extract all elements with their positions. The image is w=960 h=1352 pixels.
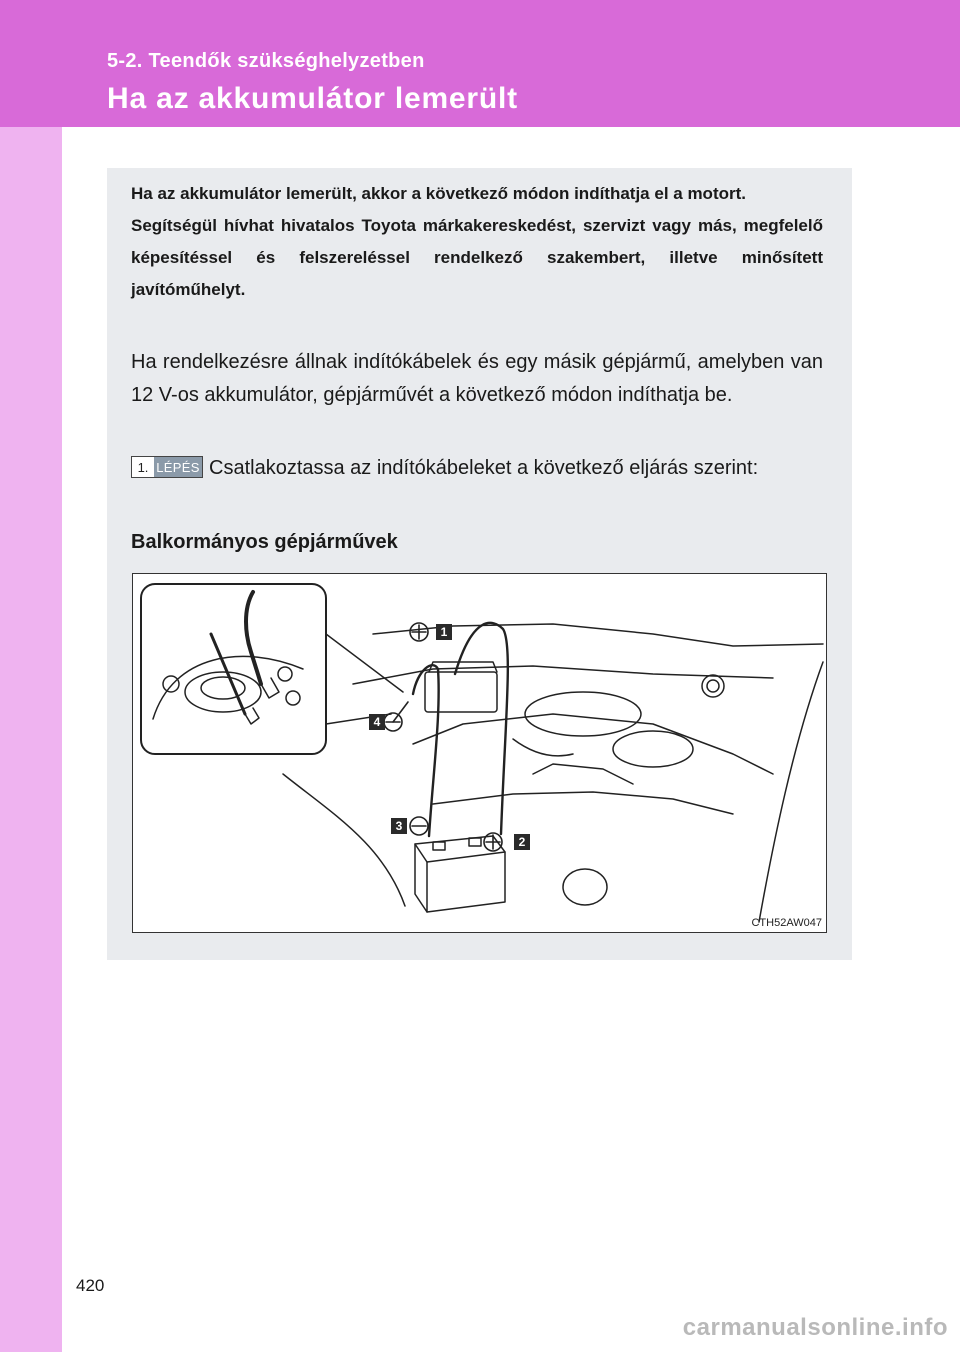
page-header — [0, 0, 960, 127]
booster-battery — [415, 836, 505, 912]
intro-line-1: Ha az akkumulátor lemerült, akkor a következő módon indíthatja el a motort. — [131, 184, 746, 203]
inset-detail — [141, 584, 403, 754]
step-1 — [131, 452, 823, 485]
callout-1: 1 — [440, 625, 448, 639]
jumper-cables — [413, 623, 508, 836]
side-band — [0, 0, 62, 1352]
body-paragraph: Ha rendelkezésre állnak indítókábelek és egy másik gépjármű, amelyben van 12 V-os akkumulátor, gépjárművét a következő módon indíthatja be. — [131, 351, 823, 406]
section-label: 5-2. Teendők szükséghelyzetben — [107, 50, 425, 72]
step-word: LÉPÉS — [154, 457, 202, 477]
figure-code: CTH52AW047 — [751, 917, 822, 929]
callout-3: 3 — [395, 819, 403, 833]
step-text: Csatlakoztassa az indítókábeleket a következő eljárás szerint: — [209, 457, 759, 479]
callout-2: 2 — [518, 835, 526, 849]
watermark: carmanualsonline.info — [682, 1314, 948, 1341]
callout-4: 4 — [373, 715, 381, 729]
step-badge — [131, 456, 203, 478]
intro-text — [131, 178, 823, 306]
subheading: Balkormányos gépjárművek — [131, 531, 398, 553]
intro-line-2: Segítségül hívhat hivatalos Toyota márkakereskedést, szervizt vagy más, megfelelő képesítéssel és felszereléssel rendelkező szakembert, illetve minősített javítóműhelyt. — [131, 216, 823, 299]
callout-marks — [384, 623, 502, 851]
step-number: 1. — [132, 457, 154, 477]
engine-figure — [132, 573, 827, 933]
engine-bay-illustration — [133, 574, 828, 934]
page-title: Ha az akkumulátor lemerült — [107, 82, 518, 115]
engine-bay — [283, 624, 823, 922]
page-number: 420 — [76, 1276, 105, 1295]
